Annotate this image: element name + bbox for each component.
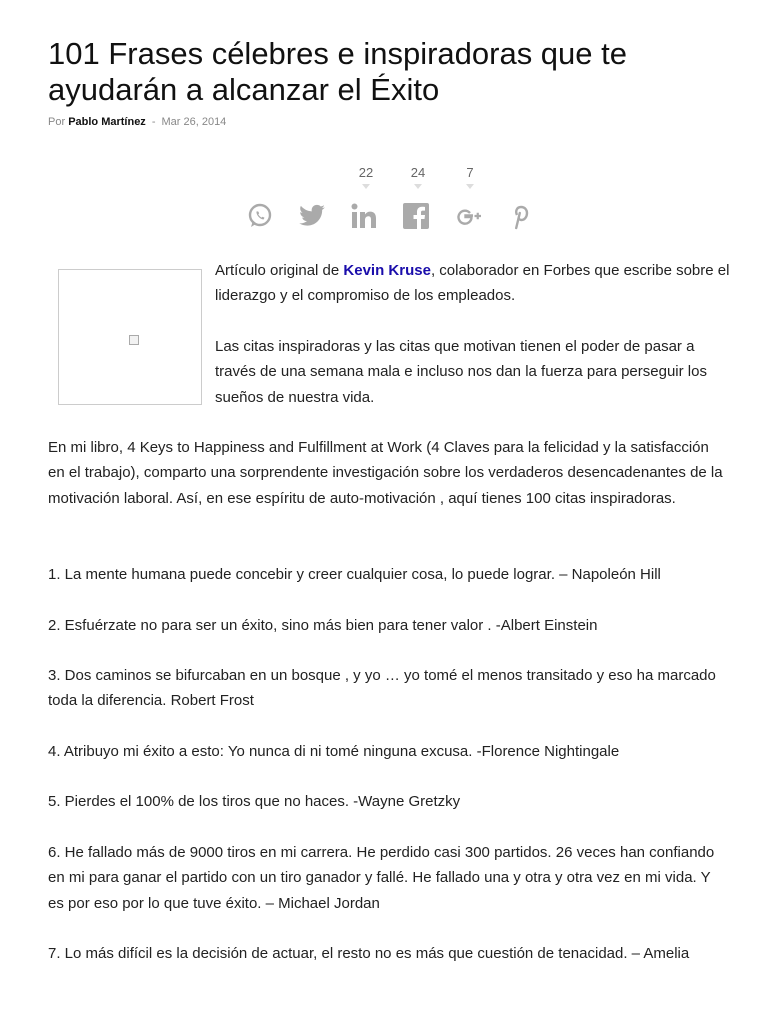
- count-caret: [362, 184, 370, 189]
- quote-5: 5. Pierdes el 100% de los tiros que no haces. -Wayne Gretzky: [48, 793, 461, 810]
- share-twitter[interactable]: [292, 164, 336, 244]
- facebook-share-count: 24: [410, 165, 426, 180]
- share-facebook[interactable]: [396, 164, 440, 244]
- pinterest-icon: [506, 202, 534, 230]
- intro-paragraph: [215, 258, 730, 309]
- quote-2: 2. Esfuérzate no para ser un éxito, sino más bien para tener valor . -Albert Einstein: [48, 617, 598, 634]
- intro-paragraph-2: Las citas inspiradoras y las citas que motivan tienen el poder de pasar a través de una semana mala e incluso nos dan la fuerza para perseguir los sueños de nuestra vida.: [215, 338, 707, 406]
- share-linkedin[interactable]: [344, 164, 388, 244]
- quote-3: 3. Dos caminos se bifurcaban en un bosque , y yo … yo tomé el menos transitado y eso ha marcado toda la diferencia. Robert Frost: [48, 667, 716, 710]
- article-byline: [48, 116, 226, 128]
- byline-separator: -: [151, 116, 156, 128]
- share-whatsapp[interactable]: [240, 164, 284, 244]
- broken-image-icon: [129, 335, 139, 345]
- share-bar: [240, 164, 540, 244]
- kevin-kruse-link[interactable]: Kevin Kruse: [343, 262, 431, 279]
- linkedin-share-count: 22: [358, 165, 374, 180]
- whatsapp-icon: [246, 202, 274, 230]
- googleplus-share-count: 7: [466, 165, 474, 180]
- facebook-icon: [402, 202, 430, 230]
- publish-date: Mar 26, 2014: [161, 116, 227, 128]
- quote-1: 1. La mente humana puede concebir y creer cualquier cosa, lo puede lograr. – Napoleón Hill: [48, 566, 661, 583]
- quote-7: 7. Lo más difícil es la decisión de actuar, el resto no es más que cuestión de tenacidad. – Amelia: [48, 945, 690, 962]
- twitter-icon: [298, 202, 326, 230]
- intro-suffix: , colaborador en Forbes que escribe sobre el liderazgo y el compromiso de los empleados.: [215, 262, 730, 305]
- byline-prefix: Por: [48, 116, 66, 128]
- google-plus-icon: [454, 202, 482, 230]
- article-title: 101 Frases célebres e inspiradoras que te ayudarán a alcanzar el Éxito: [48, 36, 627, 107]
- article-image-placeholder: [58, 269, 202, 405]
- quote-6: 6. He fallado más de 9000 tiros en mi carrera. He perdido casi 300 partidos. 26 veces han confiando en mi para ganar el partido con un tiro ganador y fallé. He fallado una y otra y otra vez en mi vida. Y es por eso por lo que tuve éxito. – Michael Jordan: [48, 844, 715, 912]
- author-link[interactable]: Pablo Martínez: [68, 116, 146, 128]
- count-caret: [414, 184, 422, 189]
- linkedin-icon: [350, 202, 378, 230]
- quote-4: 4. Atribuyo mi éxito a esto: Yo nunca di ni tomé ninguna excusa. -Florence Nightingale: [48, 743, 620, 760]
- count-caret: [466, 184, 474, 189]
- intro-prefix: Artículo original de: [215, 262, 344, 279]
- share-pinterest[interactable]: [500, 164, 544, 244]
- body-paragraph: En mi libro, 4 Keys to Happiness and Fulfillment at Work (4 Claves para la felicidad y la satisfacción en el trabajo), comparto una sorprendente investigación sobre los verdaderos desencadenantes de la motivación laboral. Así, en ese espíritu de auto-motivación , aquí tienes 100 citas inspiradoras.: [48, 439, 723, 507]
- share-googleplus[interactable]: [448, 164, 492, 244]
